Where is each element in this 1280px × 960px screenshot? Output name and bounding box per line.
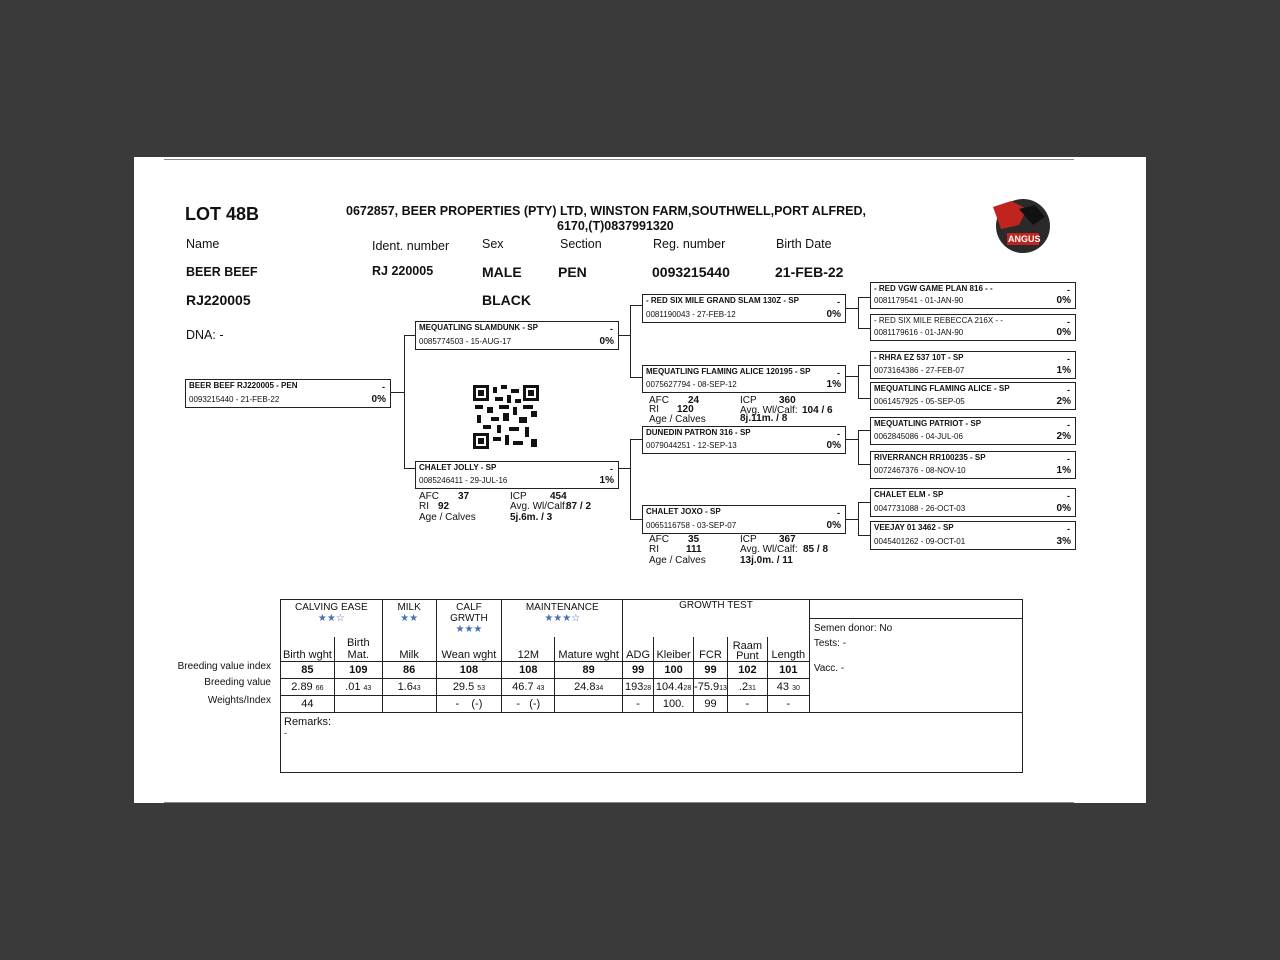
reg-date: 0081190043 - 27-FEB-12: [646, 310, 736, 319]
dash: -: [1067, 285, 1070, 295]
index-value: 89: [555, 661, 623, 678]
breeding-value-cell: [555, 678, 623, 695]
age-value: 8j.11m. / 8: [740, 413, 788, 424]
breeding-value: 193: [625, 680, 644, 693]
animal-id2: RJ220005: [186, 292, 251, 308]
reg-date: 0047731088 - 26-OCT-03: [874, 504, 966, 513]
accuracy: 13: [719, 684, 727, 692]
label-section: Section: [560, 237, 602, 251]
ri-value: 111: [686, 544, 702, 555]
breeding-value-cell: [767, 678, 809, 695]
connector: [858, 502, 859, 535]
connector: [858, 430, 870, 431]
lot-number: LOT 48B: [185, 204, 260, 224]
reg-date: 0079044251 - 12-SEP-13: [646, 441, 737, 450]
row-label-index: Breeding value index: [177, 661, 271, 672]
pedigree-box-g3-8: [870, 521, 1076, 550]
pedigree-box-dam-dam: [642, 505, 846, 534]
pedigree-box-dam: [415, 461, 619, 489]
icp-label: ICP: [740, 534, 757, 545]
dna-status: DNA: -: [186, 328, 224, 342]
breeding-value: .2: [738, 680, 749, 693]
dash: -: [1067, 524, 1070, 534]
accuracy: 28: [643, 684, 652, 692]
animal-birth: 21-FEB-22: [775, 264, 844, 280]
animal-name: MEQUATLING FLAMING ALICE 120195 - SP: [646, 367, 811, 376]
label-sex: Sex: [482, 237, 504, 251]
col-head-birth-mat: Birth Mat.: [334, 637, 382, 662]
avg-value: 87 / 2: [566, 501, 592, 512]
connector: [858, 535, 870, 536]
reg-date: 0065116758 - 03-SEP-07: [646, 521, 737, 530]
age-value: 13j.0m. / 11: [740, 555, 793, 566]
percent: 0%: [1056, 295, 1071, 306]
weight-index: [334, 695, 382, 712]
dash: -: [1067, 354, 1070, 364]
group-milk: [382, 600, 436, 637]
icp-value: 454: [550, 491, 567, 502]
ri-label: RI: [649, 404, 659, 415]
col-head-adg: ADG: [623, 637, 654, 662]
animal-name: CHALET JOXO - SP: [646, 507, 721, 516]
pedigree-box-g3-5: [870, 417, 1076, 445]
ri-label: RI: [419, 501, 429, 512]
percent: 0%: [1056, 503, 1071, 514]
accuracy: 43: [363, 684, 372, 692]
remarks-cell: [281, 712, 1023, 772]
owner-line-1: 0672857, BEER PROPERTIES (PTY) LTD, WINSTON FARM,SOUTHWELL,PORT ALFRED,: [346, 204, 866, 218]
connector: [630, 519, 642, 520]
percent: 2%: [1056, 396, 1071, 407]
dash: -: [837, 429, 840, 439]
breeding-value: 104.4: [655, 680, 684, 693]
animal-name: MEQUATLING PATRIOT - SP: [874, 419, 982, 428]
weight-index: - (-): [436, 695, 502, 712]
index-value: 100: [654, 661, 694, 678]
connector: [858, 365, 859, 398]
group-calving-ease: [281, 600, 383, 637]
stars-icon: ★★★☆: [544, 613, 581, 624]
label-name: Name: [186, 237, 220, 251]
weight-index: [382, 695, 436, 712]
animal-name: BEER BEEF RJ220005 - PEN: [189, 381, 298, 390]
col-head-raam-punt: Raam Punt: [727, 637, 767, 662]
connector: [846, 308, 858, 309]
col-head-milk: Milk: [382, 637, 436, 662]
dash: -: [1067, 420, 1070, 430]
index-value: 108: [502, 661, 555, 678]
index-value: 99: [694, 661, 728, 678]
percent: 0%: [1056, 327, 1071, 338]
breeding-value-cell: [382, 678, 436, 695]
percent: 3%: [1056, 536, 1071, 547]
animal-name: - RED SIX MILE GRAND SLAM 130Z - SP: [646, 296, 799, 305]
vaccinations: Vacc. -: [813, 663, 845, 674]
connector: [858, 365, 870, 366]
breeding-value-cell: [502, 678, 555, 695]
dash: -: [1067, 454, 1070, 464]
animal-name: CHALET JOLLY - SP: [419, 463, 497, 472]
weight-index: [555, 695, 623, 712]
connector: [858, 502, 870, 503]
animal-name: CHALET ELM - SP: [874, 490, 944, 499]
breeding-value-cell: [727, 678, 767, 695]
angus-logo: [989, 195, 1053, 255]
qr-code: [473, 385, 539, 449]
ri-value: 120: [677, 404, 694, 415]
pedigree-box-g3-1: [870, 282, 1076, 309]
percent: 1%: [826, 379, 841, 390]
connector: [630, 305, 631, 377]
pedigree-box-sire: [415, 321, 619, 350]
pedigree-box-sire-sire: [642, 294, 846, 323]
percent: 1%: [599, 475, 614, 486]
col-head-kleiber: Kleiber: [654, 637, 694, 662]
animal-name: DUNEDIN PATRON 316 - SP: [646, 428, 751, 437]
breeding-value-cell: [623, 678, 654, 695]
bottom-rule: [164, 802, 1074, 803]
breeding-value: 46.7: [512, 680, 534, 693]
stars-icon: ★★: [400, 613, 419, 624]
breeding-value: 1.6: [397, 680, 413, 693]
reg-date: 0045401262 - 09-OCT-01: [874, 537, 966, 546]
breeding-value-cell: [694, 678, 728, 695]
afc-value: 24: [688, 395, 700, 406]
pedigree-box-dam-sire: [642, 426, 846, 454]
animal-ident: RJ 220005: [372, 264, 434, 278]
index-value: 109: [334, 661, 382, 678]
connector: [619, 335, 630, 336]
connector: [858, 328, 870, 329]
dash: -: [837, 297, 840, 307]
index-value: 99: [623, 661, 654, 678]
breeding-value: -75.9: [694, 680, 720, 693]
connector: [858, 297, 859, 329]
semen-donor: Semen donor: No: [813, 623, 893, 634]
age-label: Age / Calves: [649, 555, 706, 566]
animal-section: PEN: [558, 264, 587, 280]
row-label-value: Breeding value: [204, 677, 271, 688]
reg-date: 0062845086 - 04-JUL-06: [874, 432, 963, 441]
reg-date: 0085246411 - 29-JUL-16: [419, 476, 508, 485]
avg-label: Avg. Wl/Calf:: [510, 501, 568, 512]
percent: 1%: [1056, 365, 1071, 376]
pedigree-box-g3-7: [870, 488, 1076, 517]
breeding-value-cell: [281, 678, 335, 695]
weight-index: -: [727, 695, 767, 712]
col-head-fcr: FCR: [694, 637, 728, 662]
percent: 0%: [371, 394, 386, 405]
animal-sex: MALE: [482, 264, 522, 280]
icp-label: ICP: [740, 395, 757, 406]
reg-date: 0093215440 - 21-FEB-22: [189, 395, 280, 404]
group-maintenance: [502, 600, 623, 637]
accuracy: 43: [412, 684, 421, 692]
group-title: MILK: [397, 602, 421, 613]
age-label: Age / Calves: [649, 414, 706, 425]
col-head-mature-wght: Mature wght: [555, 637, 623, 662]
icp-value: 360: [779, 395, 796, 406]
percent: 2%: [1056, 431, 1071, 442]
connector: [404, 335, 405, 469]
index-value: 102: [727, 661, 767, 678]
percent: 1%: [1056, 465, 1071, 476]
reg-date: 0072467376 - 08-NOV-10: [874, 466, 966, 475]
index-value: 85: [281, 661, 335, 678]
breeding-value-cell: [436, 678, 502, 695]
group-title: CALVING EASE: [295, 602, 368, 613]
dash: -: [1067, 317, 1070, 327]
percent: 0%: [826, 440, 841, 451]
connector: [630, 439, 631, 519]
reg-date: 0061457925 - 05-SEP-05: [874, 397, 965, 406]
pedigree-box-subject: [185, 379, 391, 408]
afc-label: AFC: [649, 395, 669, 406]
label-ident: Ident. number: [372, 239, 450, 253]
afc-value: 37: [458, 491, 470, 502]
ri-label: RI: [649, 544, 659, 555]
animal-color: BLACK: [482, 292, 531, 308]
tests: Tests: -: [813, 638, 847, 649]
breeding-value: 43: [776, 680, 790, 693]
index-value: 86: [382, 661, 436, 678]
group-title: CALF GRWTH: [450, 602, 488, 624]
col-head-12m: 12M: [502, 637, 555, 662]
avg-value: 104 / 6: [802, 405, 833, 416]
animal-reg: 0093215440: [652, 264, 730, 280]
logo-text: ANGUS: [1008, 234, 1041, 244]
pedigree-box-g3-4: [870, 382, 1076, 410]
dash: -: [837, 368, 840, 378]
accuracy: 31: [748, 684, 756, 692]
animal-name: MEQUATLING FLAMING ALICE - SP: [874, 384, 1010, 393]
breeding-value: 2.89: [291, 680, 313, 693]
breeding-value-cell: [334, 678, 382, 695]
index-value: 108: [436, 661, 502, 678]
accuracy: 43: [536, 684, 545, 692]
group-title: MAINTENANCE: [525, 602, 599, 613]
index-value: 101: [767, 661, 809, 678]
afc-label: AFC: [419, 491, 439, 502]
weight-index: -: [767, 695, 809, 712]
percent: 0%: [599, 336, 614, 347]
pedigree-box-g3-6: [870, 451, 1076, 479]
animal-name: - RED SIX MILE REBECCA 216X - -: [874, 316, 1003, 325]
weight-index: -: [623, 695, 654, 712]
top-rule: [164, 159, 1074, 160]
connector: [630, 377, 642, 378]
connector: [846, 519, 858, 520]
label-reg: Reg. number: [653, 237, 726, 251]
label-birth: Birth Date: [776, 237, 832, 251]
breeding-value: 29.5: [452, 680, 475, 693]
accuracy: 30: [792, 684, 800, 692]
connector: [619, 468, 630, 469]
col-head-length: Length: [767, 637, 809, 662]
pedigree-box-sire-dam: [642, 365, 846, 393]
percent: 0%: [826, 309, 841, 320]
animal-name: MEQUATLING SLAMDUNK - SP: [419, 323, 538, 332]
afc-label: AFC: [649, 534, 669, 545]
avg-label: Avg. Wl/Calf:: [740, 544, 798, 555]
breeding-values-table: [280, 599, 1023, 773]
stars-icon: ★★★: [455, 624, 483, 635]
connector: [404, 335, 415, 336]
stars-icon: ★★☆: [317, 613, 345, 624]
accuracy: 53: [477, 684, 486, 692]
connector: [630, 439, 642, 440]
connector: [858, 464, 870, 465]
dash: -: [610, 464, 613, 474]
dash: -: [610, 324, 613, 334]
afc-value: 35: [688, 534, 700, 545]
connector: [404, 468, 415, 469]
breeding-value: 24.8: [574, 680, 596, 693]
owner-line-2: 6170,(T)0837991320: [557, 219, 674, 233]
ri-value: 92: [438, 501, 450, 512]
remarks-text: -: [284, 727, 287, 738]
connector: [858, 297, 870, 298]
group-calf-growth: [436, 600, 502, 637]
age-label: Age / Calves: [419, 512, 476, 523]
avg-label: Avg. Wl/Calf:: [740, 405, 798, 416]
dash: -: [837, 508, 840, 518]
avg-value: 85 / 8: [803, 544, 829, 555]
percent: 0%: [826, 520, 841, 531]
dash: -: [1067, 385, 1070, 395]
connector: [630, 305, 642, 306]
age-value: 5j.6m. / 3: [510, 512, 553, 523]
weight-index: 44: [281, 695, 335, 712]
dash: -: [1067, 491, 1070, 501]
remarks-label: Remarks:: [284, 715, 332, 728]
animal-name: BEER BEEF: [186, 265, 258, 279]
reg-date: 0081179616 - 01-JAN-90: [874, 328, 964, 337]
group-title: GROWTH TEST: [679, 600, 753, 611]
connector: [858, 430, 859, 465]
col-head-birth-wght: Birth wght: [281, 637, 335, 662]
extra-info-cell: [809, 600, 1022, 713]
reg-date: 0085774503 - 15-AUG-17: [419, 337, 512, 346]
reg-date: 0075627794 - 08-SEP-12: [646, 380, 737, 389]
pedigree-certificate: [134, 157, 1146, 803]
icp-value: 367: [779, 534, 796, 545]
weight-index: - (-): [502, 695, 555, 712]
pedigree-box-g3-3: [870, 351, 1076, 379]
weight-index: 99: [694, 695, 728, 712]
accuracy: 66: [315, 684, 324, 692]
animal-name: - RHRA EZ 537 10T - SP: [874, 353, 964, 362]
icp-label: ICP: [510, 491, 527, 502]
pedigree-box-g3-2: [870, 314, 1076, 341]
connector: [846, 376, 858, 377]
weight-index: 100.: [654, 695, 694, 712]
connector: [858, 398, 870, 399]
dash: -: [382, 382, 385, 392]
accuracy: 34: [595, 684, 604, 692]
group-growth-test: [623, 600, 810, 637]
breeding-value-cell: [654, 678, 694, 695]
reg-date: 0081179541 - 01-JAN-90: [874, 296, 964, 305]
animal-name: - RED VGW GAME PLAN 816 - -: [874, 284, 993, 293]
connector: [391, 392, 404, 393]
animal-name: RIVERRANCH RR100235 - SP: [874, 453, 986, 462]
reg-date: 0073164386 - 27-FEB-07: [874, 366, 965, 375]
col-head-wean-wght: Wean wght: [436, 637, 502, 662]
breeding-value: .01: [345, 680, 361, 693]
animal-name: VEEJAY 01 3462 - SP: [874, 523, 954, 532]
connector: [846, 439, 858, 440]
accuracy: 28: [683, 684, 692, 692]
row-label-weights: Weights/Index: [207, 695, 271, 706]
